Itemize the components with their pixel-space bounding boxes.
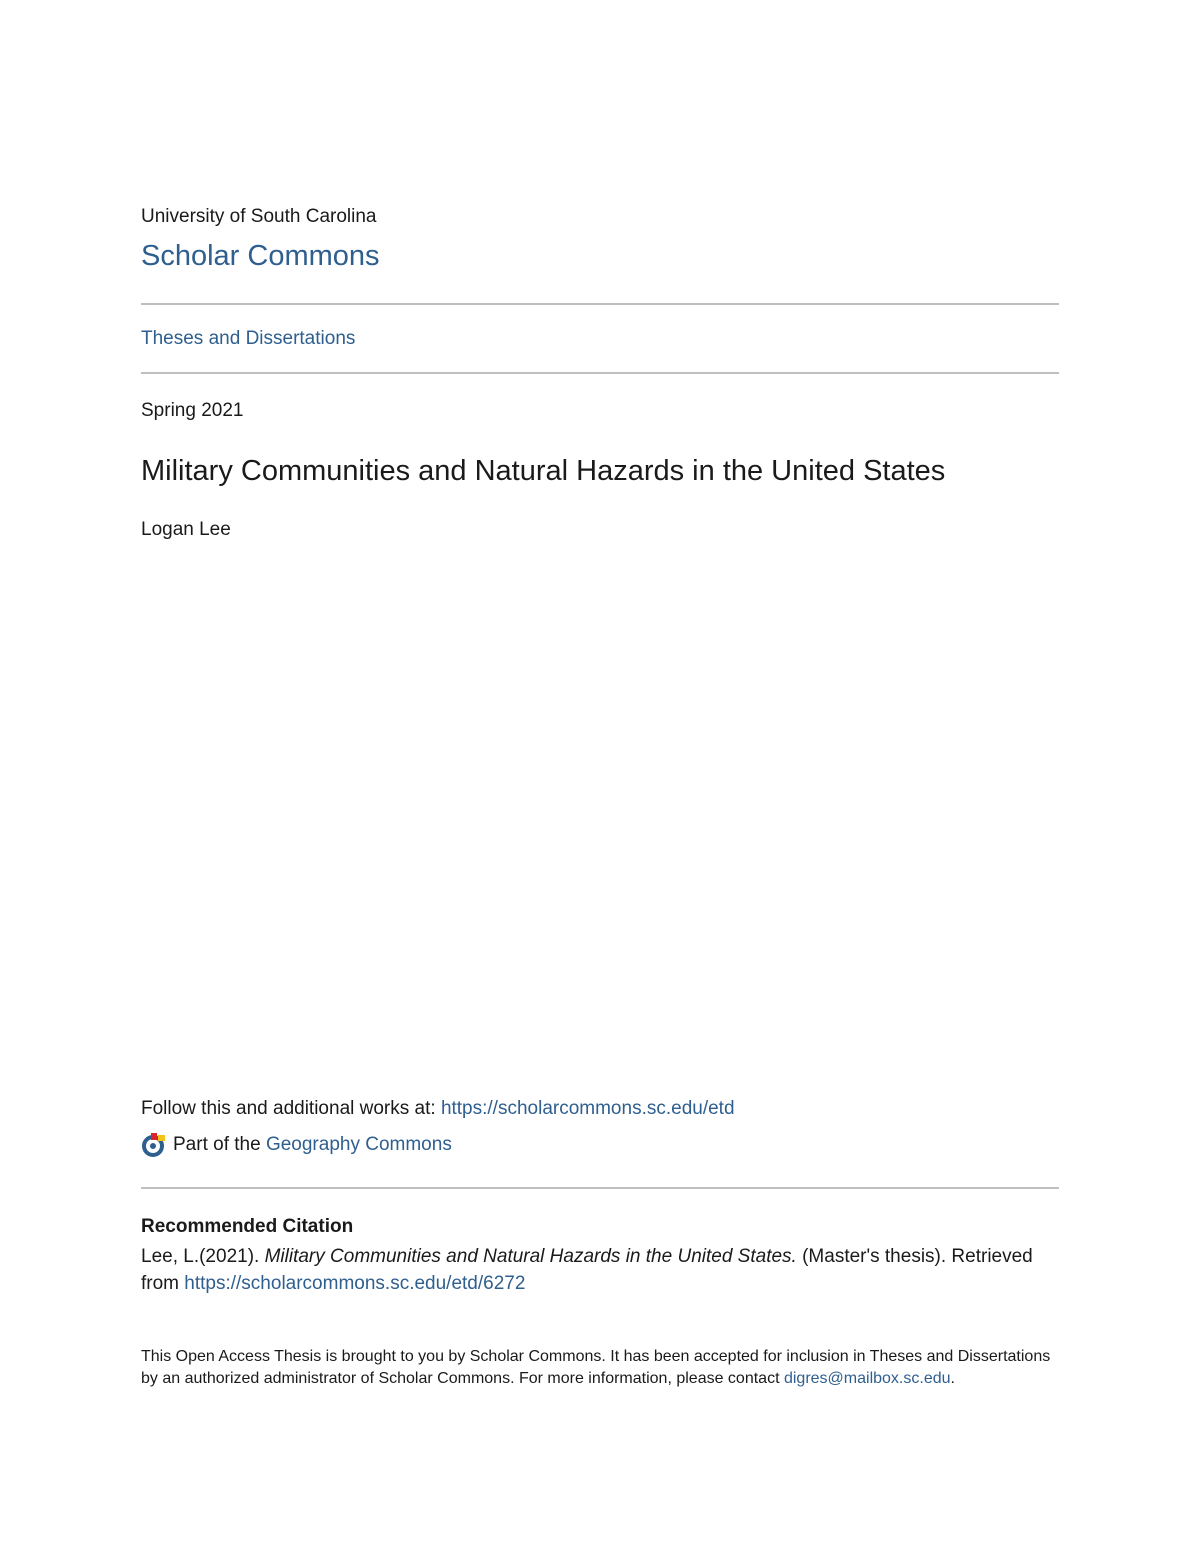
contact-email-link[interactable]: digres@mailbox.sc.edu: [783, 1370, 951, 1387]
publication-date: Spring 2021: [141, 400, 244, 421]
part-of-line: [141, 1132, 452, 1158]
citation-prefix: Lee, L.(2021).: [141, 1246, 265, 1267]
divider: [141, 1187, 1059, 1189]
geography-commons-link[interactable]: Geography Commons: [265, 1134, 452, 1155]
collection-link[interactable]: Theses and Dissertations: [141, 328, 356, 349]
citation-title: Military Communities and Natural Hazards in the United States.: [264, 1246, 797, 1267]
follow-label: Follow this and additional works at:: [141, 1098, 441, 1119]
university-name: University of South Carolina: [141, 206, 377, 227]
document-title: Military Communities and Natural Hazards in the United States: [141, 455, 946, 487]
author-name: Logan Lee: [141, 519, 231, 540]
network-commons-icon: [141, 1132, 167, 1158]
citation-text: [141, 1243, 1061, 1297]
follow-line: [141, 1098, 735, 1120]
divider: [141, 303, 1059, 305]
citation-suffix: (Master's thesis). Retrieved from: [141, 1246, 1033, 1294]
footer-text: This Open Access Thesis is brought to you by Scholar Commons. It has been accepted for inclusion in Theses and Dissertations by an authorized administrator of Scholar Commons. For more information, please contact: [141, 1348, 1051, 1387]
follow-url-link[interactable]: https://scholarcommons.sc.edu/etd: [440, 1098, 735, 1119]
divider: [141, 372, 1059, 374]
citation-heading: Recommended Citation: [141, 1216, 354, 1237]
repository-link[interactable]: Scholar Commons: [141, 240, 380, 272]
citation-url-link[interactable]: https://scholarcommons.sc.edu/etd/6272: [184, 1273, 526, 1294]
footer-end: .: [950, 1370, 955, 1387]
part-of-label: Part of the: [173, 1134, 261, 1155]
footer-note: [141, 1346, 1061, 1390]
